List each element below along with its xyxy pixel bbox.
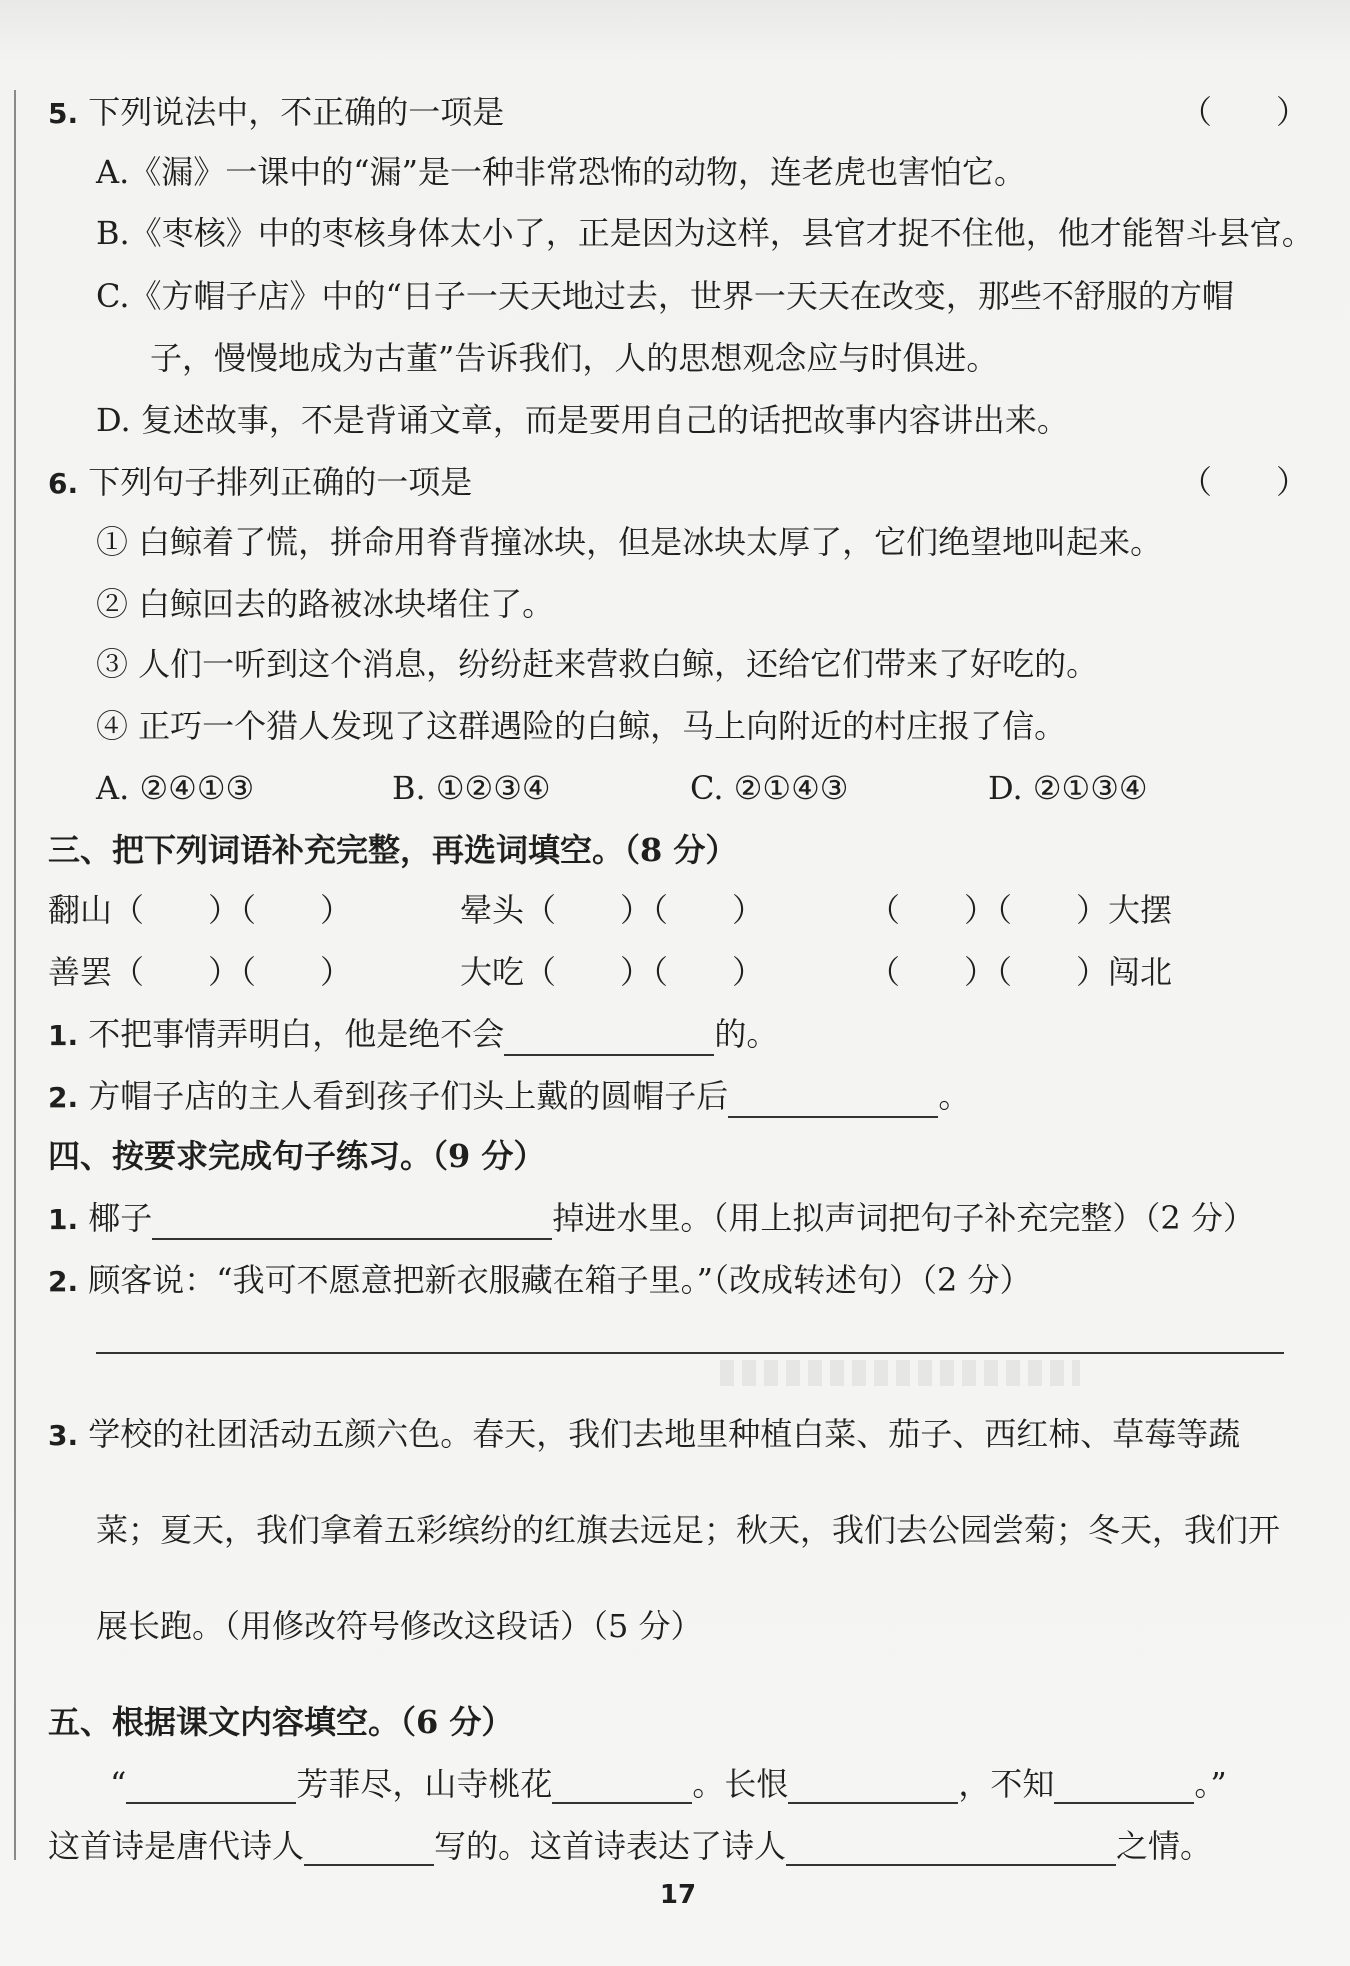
sec5-open-quote: “ (110, 1765, 127, 1803)
sec3-q1 (48, 1014, 778, 1056)
faint-show-through (720, 1360, 1080, 1386)
sec3-q1-text: 不把事情弄明白，他是绝不会 (88, 1015, 505, 1053)
section-3-title: 三、把下列词语补充完整，再选词填空。（8 分） (48, 831, 738, 869)
sec5-text-1: 芳菲尽，山寺桃花 (296, 1765, 553, 1803)
q6-choice-a[interactable]: A. ②④①③ (96, 769, 255, 807)
sec4-q1-text: 椰子 (88, 1199, 153, 1237)
sec5-poem-line (110, 1764, 1227, 1804)
section-4-title: 四、按要求完成句子练习。（9 分） (48, 1137, 546, 1175)
q5-answer-paren[interactable]: （ ） (1180, 93, 1309, 131)
idiom-dachi[interactable]: 大吃（ ）（ ） (460, 953, 765, 991)
page-number: 17 (659, 1880, 697, 1910)
sec4-q3-line3: 展长跑。（用修改符号修改这段话）（5 分） (96, 1607, 703, 1645)
margin-rule (14, 90, 16, 1860)
sec4-q1-instruction: 掉进水里。（用上拟声词把句子补充完整）（2 分） (552, 1199, 1255, 1237)
sec4-q2-answer-line[interactable] (96, 1352, 1284, 1354)
q6-choice-c[interactable]: C. ②①④③ (690, 769, 849, 807)
sec5-text-6: 之情。 (1116, 1827, 1213, 1865)
sec4-q2-number: 2. (48, 1265, 79, 1298)
sec5-blank-1[interactable] (126, 1772, 296, 1804)
sec4-q1 (48, 1198, 1255, 1240)
sec5-text-4: 这首诗是唐代诗人 (48, 1827, 305, 1865)
sec4-q1-number: 1. (48, 1203, 79, 1236)
section-5-title: 五、根据课文内容填空。（6 分） (48, 1703, 514, 1741)
sec4-q3-number: 3. (48, 1419, 79, 1452)
sec4-q1-blank[interactable] (152, 1208, 552, 1240)
q5-stem (48, 92, 504, 134)
q5-option-c-line1: C.《方帽子店》中的“日子一天天地过去，世界一天天在改变，那些不舒服的方帽 (96, 277, 1234, 315)
q6-choice-d[interactable]: D. ②①③④ (988, 769, 1148, 807)
q5-option-b: B.《枣核》中的枣核身体太小了，正是因为这样，县官才捉不住他，他才能智斗县官。 (96, 214, 1314, 252)
sec4-q3-line2: 菜；夏天，我们拿着五彩缤纷的红旗去远足；秋天，我们去公园尝菊；冬天，我们开 (96, 1511, 1281, 1549)
idiom-shanba[interactable]: 善罢（ ）（ ） (48, 953, 353, 991)
q6-number: 6. (48, 467, 79, 500)
sec5-blank-5[interactable] (304, 1834, 434, 1866)
sec3-q2-number: 2. (48, 1081, 79, 1114)
sec5-text-3: ，不知 (958, 1765, 1055, 1803)
idiom-dabai[interactable]: （ ）（ ）大摆 (868, 891, 1173, 929)
sec5-author-line (48, 1826, 1212, 1866)
sec3-q1-end: 的。 (714, 1015, 779, 1053)
sec4-q3-line1 (48, 1414, 1240, 1456)
q6-stem (48, 462, 472, 504)
sec3-q1-blank[interactable] (504, 1024, 714, 1056)
idiom-yuntou[interactable]: 晕头（ ）（ ） (460, 891, 765, 929)
sec5-blank-6[interactable] (786, 1834, 1116, 1866)
sec3-q2-text: 方帽子店的主人看到孩子们头上戴的圆帽子后 (88, 1077, 729, 1115)
sec5-text-2: 。长恨 (692, 1765, 789, 1803)
q5-stem-text: 下列说法中，不正确的一项是 (88, 93, 505, 131)
q6-sentence-4: ④ 正巧一个猎人发现了这群遇险的白鲸，马上向附近的村庄报了信。 (96, 707, 1067, 745)
q5-option-a: A.《漏》一课中的“漏”是一种非常恐怖的动物，连老虎也害怕它。 (96, 153, 1027, 191)
sec5-close-quote: 。” (1194, 1765, 1227, 1803)
sec3-q2-blank[interactable] (728, 1086, 938, 1118)
q5-option-d: D. 复述故事，不是背诵文章，而是要用自己的话把故事内容讲出来。 (96, 401, 1069, 439)
q6-stem-text: 下列句子排列正确的一项是 (88, 463, 473, 501)
q6-sentence-1: ① 白鲸着了慌，拼命用脊背撞冰块，但是冰块太厚了，它们绝望地叫起来。 (96, 523, 1163, 561)
sec5-text-5: 写的。这首诗表达了诗人 (434, 1827, 787, 1865)
q6-sentence-3: ③ 人们一听到这个消息，纷纷赶来营救白鲸，还给它们带来了好吃的。 (96, 645, 1099, 683)
q5-option-c-line2: 子，慢慢地成为古董”告诉我们，人的思想观念应与时俱进。 (150, 339, 999, 377)
sec5-blank-2[interactable] (552, 1772, 692, 1804)
sec4-q3-text-1: 学校的社团活动五颜六色。春天，我们去地里种植白菜、茄子、西红柿、草莓等蔬 (88, 1415, 1241, 1453)
idiom-chuangbei[interactable]: （ ）（ ）闯北 (868, 953, 1173, 991)
q5-number: 5. (48, 97, 79, 130)
sec3-q2 (48, 1076, 970, 1118)
sec5-blank-3[interactable] (788, 1772, 958, 1804)
idiom-fanshan[interactable]: 翻山（ ）（ ） (48, 891, 353, 929)
q6-sentence-2: ② 白鲸回去的路被冰块堵住了。 (96, 585, 555, 623)
sec4-q2 (48, 1260, 1032, 1302)
sec4-q2-text: 顾客说：“我可不愿意把新衣服藏在箱子里。”（改成转述句）（2 分） (88, 1261, 1032, 1299)
sec3-q1-number: 1. (48, 1019, 79, 1052)
q6-answer-paren[interactable]: （ ） (1180, 463, 1309, 501)
sec3-q2-end: 。 (938, 1077, 971, 1115)
sec5-blank-4[interactable] (1054, 1772, 1194, 1804)
q6-choice-b[interactable]: B. ①②③④ (392, 769, 551, 807)
